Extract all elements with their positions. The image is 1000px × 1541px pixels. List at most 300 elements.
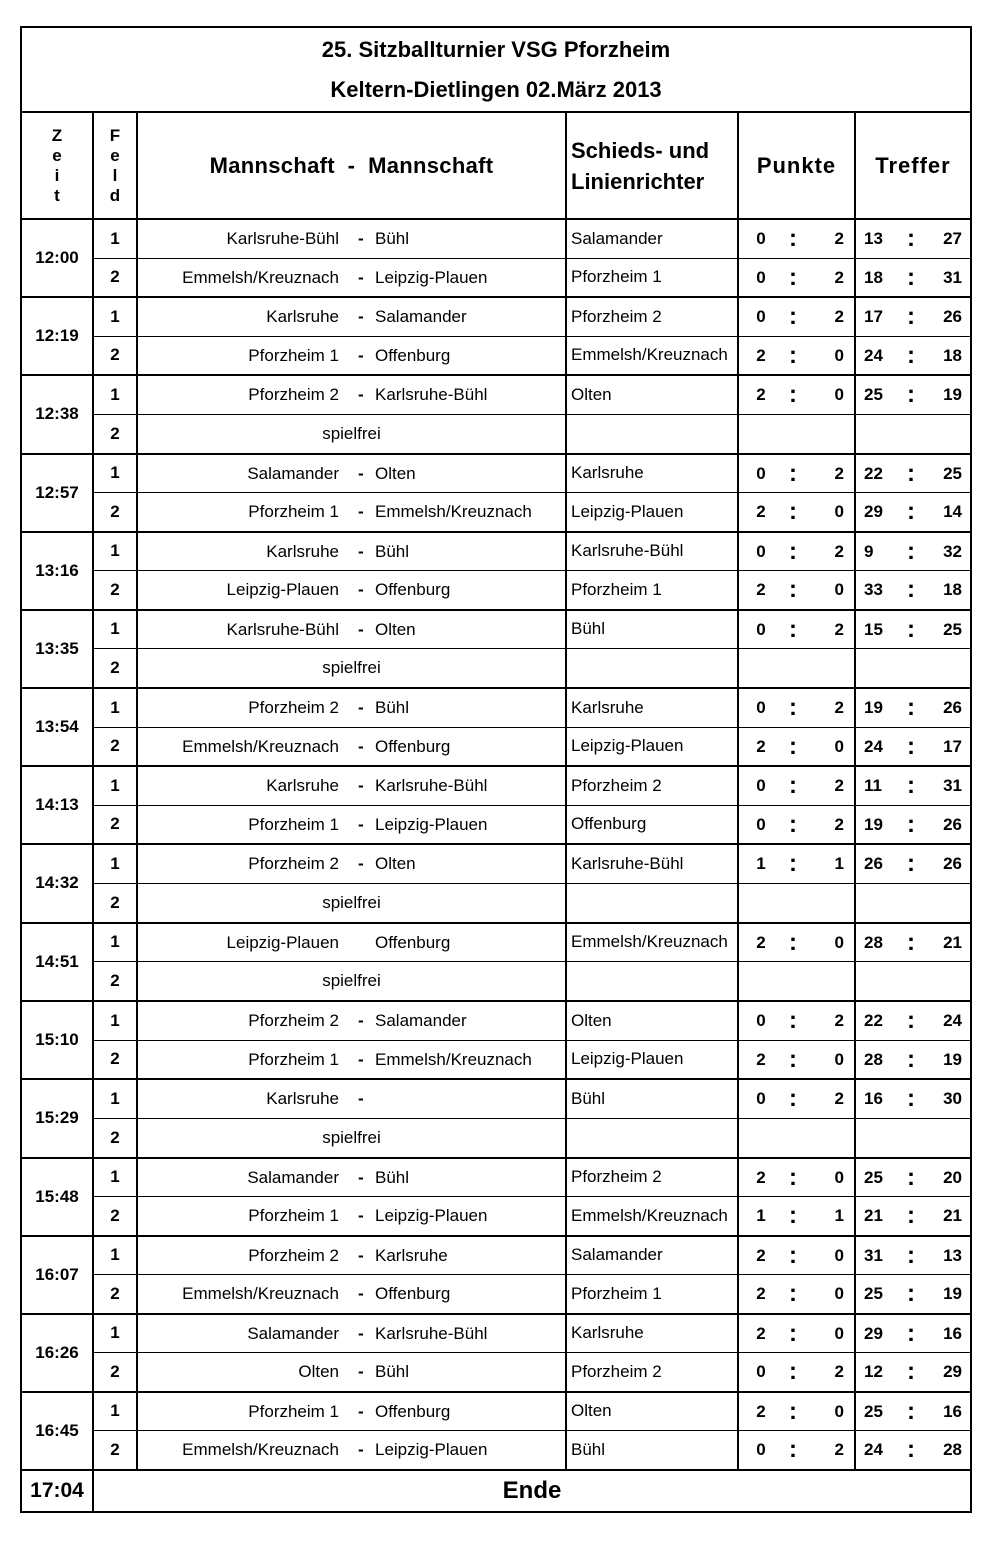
referee-cell: Karlsruhe [566,1314,738,1353]
match-cell [137,1040,566,1079]
points-cell [738,1040,855,1079]
match-cell [137,219,566,258]
table-row [22,805,970,844]
hits-home: 22 [864,463,883,483]
feld-number: 2 [93,1197,137,1236]
header-feld: F e l d [93,113,137,219]
hits-home: 26 [864,854,883,873]
hits-separator: : [907,1241,915,1269]
feld-number: 1 [93,688,137,727]
round-time: 13:54 [22,688,93,766]
match-cell [137,1118,566,1158]
points-cell [738,766,855,805]
referee-cell: Salamander [566,219,738,258]
points-away: 1 [834,854,844,873]
match-dash: - [358,1401,364,1421]
feld-number: 1 [93,610,137,649]
points-separator: : [789,1241,797,1269]
schedule-sheet [20,26,972,1513]
hits-cell [855,1001,970,1040]
hits-away: 16 [943,1323,962,1343]
referee-cell: Bühl [566,1431,738,1470]
referee-cell: Pforzheim 2 [566,766,738,805]
points-away: 2 [834,267,844,287]
round-time: 16:07 [22,1236,93,1314]
table-row [22,219,970,258]
points-home: 2 [756,1323,766,1343]
points-home: 0 [756,698,766,717]
hits-separator: : [907,1358,915,1385]
hits-separator: : [907,576,915,603]
home-team: Pforzheim 2 [248,385,339,404]
hits-home: 15 [864,619,883,639]
feld-number: 1 [93,1392,137,1431]
home-team: Pforzheim 1 [248,1401,339,1421]
hits-cell [855,883,970,923]
referee-cell: Olten [566,1001,738,1040]
hits-home: 29 [864,502,883,521]
points-away: 0 [834,580,844,599]
hits-away: 32 [943,541,962,561]
hits-away: 26 [943,307,962,326]
points-cell [738,1001,855,1040]
hits-separator: : [907,1007,915,1034]
hits-separator: : [907,459,915,487]
match-cell [137,610,566,649]
hits-home: 16 [864,1089,883,1108]
table-row [22,1392,970,1431]
away-team: Bühl [375,229,410,248]
round-time: 14:51 [22,923,93,1002]
hits-home: 22 [864,1011,883,1030]
points-cell [738,1158,855,1197]
points-home: 0 [756,267,766,287]
points-home: 0 [756,1011,766,1030]
points-cell [738,1118,855,1158]
match-dash: - [358,1089,364,1108]
round-time: 16:26 [22,1314,93,1392]
referee-cell: Emmelsh/Kreuznach [566,1197,738,1236]
home-team: Pforzheim 1 [248,1206,339,1225]
points-cell [738,414,855,454]
points-away: 2 [834,1011,844,1030]
referee-cell: Karlsruhe [566,454,738,493]
table-row [22,414,970,454]
points-cell [738,1353,855,1392]
points-away: 2 [834,229,844,248]
hits-cell [855,375,970,414]
hits-away: 31 [943,267,962,287]
hits-cell [855,336,970,375]
bye-label: spielfrei [322,658,381,677]
round-time: 12:57 [22,454,93,532]
points-cell [738,571,855,610]
points-away: 2 [834,541,844,561]
referee-cell: Pforzheim 2 [566,1353,738,1392]
table-row [22,532,970,571]
match-dash: - [358,854,364,873]
home-team: Pforzheim 2 [248,854,339,873]
hits-cell [855,454,970,493]
table-row [22,336,970,375]
match-cell [137,454,566,493]
home-team: Salamander [247,1323,339,1343]
home-team: Salamander [247,463,339,483]
hits-away: 26 [943,698,962,717]
referee-cell: Offenburg [566,805,738,844]
round-time: 15:48 [22,1158,93,1236]
points-separator: : [789,772,797,799]
hits-separator: : [907,498,915,525]
points-separator: : [789,263,797,291]
match-dash: - [358,1011,364,1030]
points-away: 0 [834,932,844,952]
bye-label: spielfrei [322,1127,381,1147]
referee-cell [566,962,738,1002]
points-away: 2 [834,1362,844,1381]
match-dash: - [358,1167,364,1187]
points-home: 0 [756,229,766,248]
points-away: 0 [834,502,844,521]
hits-home: 24 [864,345,883,365]
points-cell [738,1275,855,1314]
home-team: Karlsruhe [266,541,339,561]
table-row [22,962,970,1002]
points-home: 2 [756,1245,766,1265]
home-team: Emmelsh/Kreuznach [182,267,339,287]
feld-number: 1 [93,297,137,336]
bye-label: spielfrei [322,971,381,990]
match-cell [137,1197,566,1236]
referee-cell: Emmelsh/Kreuznach [566,336,738,375]
hits-away: 19 [943,1049,962,1069]
points-cell [738,923,855,962]
match-dash: - [358,580,364,599]
table-row [22,1158,970,1197]
feld-number: 1 [93,1158,137,1197]
table-row [22,571,970,610]
points-cell [738,493,855,532]
referee-cell: Emmelsh/Kreuznach [566,923,738,962]
round-time: 12:00 [22,219,93,297]
hits-separator: : [907,303,915,330]
away-team: Leipzig-Plauen [375,1440,488,1459]
feld-number: 1 [93,375,137,414]
points-away: 2 [834,698,844,717]
table-row [22,1431,970,1470]
hits-home: 21 [864,1206,883,1225]
away-team: Olten [375,619,416,639]
table-row [22,1236,970,1275]
points-separator: : [789,732,797,760]
away-team: Offenburg [375,932,451,952]
points-cell [738,258,855,297]
hits-separator: : [907,810,915,838]
hits-home: 31 [864,1245,883,1265]
feld-number: 2 [93,414,137,454]
points-home: 0 [756,1089,766,1108]
home-team: Salamander [247,1167,339,1187]
hits-home: 12 [864,1362,883,1381]
away-team: Bühl [375,698,410,717]
feld-number: 1 [93,923,137,962]
points-cell [738,1236,855,1275]
match-cell [137,1314,566,1353]
match-cell [137,727,566,766]
hits-cell [855,844,970,883]
match-dash: - [358,229,364,248]
hits-cell [855,610,970,649]
round-time: 15:29 [22,1079,93,1158]
hits-home: 18 [864,267,883,287]
referee-cell: Bühl [566,610,738,649]
hits-separator: : [907,1085,915,1112]
match-dash: - [358,698,364,717]
points-separator: : [789,1045,797,1073]
schedule-body [22,219,970,1470]
points-away: 2 [834,1089,844,1108]
home-team: Emmelsh/Kreuznach [182,736,339,756]
points-separator: : [789,381,797,408]
referee-cell: Karlsruhe-Bühl [566,844,738,883]
points-separator: : [789,303,797,330]
away-team: Karlsruhe-Bühl [375,776,488,795]
points-away: 0 [834,1323,844,1343]
hits-home: 13 [864,229,883,248]
hits-separator: : [907,615,915,643]
points-away: 2 [834,307,844,326]
match-cell [137,532,566,571]
hits-separator: : [907,850,915,877]
home-team: Emmelsh/Kreuznach [182,1284,339,1303]
hits-separator: : [907,1397,915,1425]
feld-number: 2 [93,883,137,923]
points-separator: : [789,1280,797,1307]
points-away: 0 [834,345,844,365]
round-time: 15:10 [22,1001,93,1079]
match-dash: - [358,1440,364,1459]
away-team: Bühl [375,1362,410,1381]
feld-number: 2 [93,571,137,610]
points-home: 2 [756,1284,766,1303]
referee-cell: Pforzheim 1 [566,571,738,610]
feld-number: 2 [93,336,137,375]
points-cell [738,962,855,1002]
home-team: Pforzheim 2 [248,1245,339,1265]
feld-number: 2 [93,962,137,1002]
points-home: 1 [756,854,766,873]
points-separator: : [789,615,797,643]
hits-separator: : [907,1280,915,1307]
round-time: 12:19 [22,297,93,375]
home-team: Leipzig-Plauen [226,580,339,599]
points-cell [738,1079,855,1118]
points-home: 2 [756,736,766,756]
hits-cell [855,1118,970,1158]
home-team: Pforzheim 1 [248,345,339,365]
away-team: Salamander [375,307,467,326]
away-team: Offenburg [375,345,451,365]
end-time: 17:04 [22,1470,93,1511]
hits-away: 13 [943,1245,962,1265]
points-home: 0 [756,463,766,483]
hits-away: 19 [943,1284,962,1303]
match-dash: - [358,1206,364,1225]
points-cell [738,454,855,493]
points-separator: : [789,459,797,487]
hits-cell [855,571,970,610]
hits-home: 19 [864,698,883,717]
points-separator: : [789,498,797,525]
header-zeit: Z e i t [22,113,93,219]
hits-cell [855,727,970,766]
away-team: Bühl [375,541,410,561]
table-row [22,923,970,962]
hits-home: 28 [864,1049,883,1069]
hits-cell [855,219,970,258]
match-dash: - [358,307,364,326]
round-time: 13:16 [22,532,93,610]
match-dash: - [358,1245,364,1265]
away-team: Emmelsh/Kreuznach [375,1049,532,1069]
round-time: 14:32 [22,844,93,923]
away-team: Karlsruhe [375,1245,448,1265]
match-dash: - [358,776,364,795]
hits-cell [855,805,970,844]
away-team: Leipzig-Plauen [375,267,488,287]
points-separator: : [789,850,797,877]
points-separator: : [789,1319,797,1347]
points-separator: : [789,1397,797,1425]
feld-number: 1 [93,219,137,258]
match-dash: - [358,1362,364,1381]
hits-away: 31 [943,776,962,795]
points-separator: : [789,1358,797,1385]
table-row [22,454,970,493]
hits-cell [855,1236,970,1275]
points-separator: : [789,576,797,603]
end-row [22,1470,970,1511]
hits-away: 21 [943,932,962,952]
away-team: Leipzig-Plauen [375,814,488,834]
feld-number: 1 [93,1314,137,1353]
feld-number: 2 [93,493,137,532]
hits-cell [855,1040,970,1079]
hits-home: 25 [864,1167,883,1187]
home-team: Karlsruhe-Bühl [226,229,339,248]
round-time: 16:45 [22,1392,93,1470]
points-cell [738,844,855,883]
match-cell [137,844,566,883]
feld-number: 1 [93,766,137,805]
points-separator: : [789,1202,797,1229]
hits-separator: : [907,694,915,721]
table-row [22,649,970,689]
hits-home: 28 [864,932,883,952]
hits-cell [855,1158,970,1197]
hits-home: 24 [864,1440,883,1459]
hits-cell [855,962,970,1002]
hits-home: 25 [864,1284,883,1303]
home-team: Pforzheim 1 [248,1049,339,1069]
points-cell [738,727,855,766]
feld-number: 2 [93,258,137,297]
hits-away: 17 [943,736,962,756]
home-team: Karlsruhe [266,776,339,795]
points-cell [738,688,855,727]
referee-cell [566,1118,738,1158]
points-home: 0 [756,776,766,795]
hits-away: 20 [943,1167,962,1187]
points-away: 2 [834,814,844,834]
points-away: 0 [834,1245,844,1265]
points-away: 0 [834,1284,844,1303]
match-dash: - [358,463,364,483]
points-away: 1 [834,1206,844,1225]
feld-number: 2 [93,1353,137,1392]
points-home: 2 [756,1401,766,1421]
feld-number: 1 [93,1236,137,1275]
table-row [22,1275,970,1314]
away-team: Offenburg [375,1284,451,1303]
hits-separator: : [907,1045,915,1073]
table-row [22,297,970,336]
referee-cell: Olten [566,1392,738,1431]
match-cell [137,414,566,454]
hits-cell [855,297,970,336]
hits-away: 14 [943,502,962,521]
home-team: Olten [298,1362,339,1381]
points-cell [738,649,855,689]
match-dash: - [358,619,364,639]
points-separator: : [789,1436,797,1463]
document-title: 25. Sitzballturnier VSG Pforzheim [321,37,671,62]
hits-away: 24 [943,1011,962,1030]
hits-cell [855,1197,970,1236]
points-away: 0 [834,1401,844,1421]
points-away: 0 [834,1167,844,1187]
match-dash: - [358,502,364,521]
points-separator: : [789,1007,797,1034]
hits-separator: : [907,928,915,956]
match-cell [137,883,566,923]
points-separator: : [789,810,797,838]
end-label: Ende [502,1476,562,1504]
feld-number: 1 [93,532,137,571]
match-cell [137,1158,566,1197]
table-row [22,1001,970,1040]
match-cell [137,1275,566,1314]
match-cell [137,1079,566,1118]
points-away: 0 [834,736,844,756]
points-cell [738,883,855,923]
points-separator: : [789,1085,797,1112]
table-row [22,844,970,883]
points-away: 0 [834,1049,844,1069]
referee-cell: Pforzheim 2 [566,297,738,336]
table-row [22,1118,970,1158]
hits-cell [855,414,970,454]
hits-away: 16 [943,1401,962,1421]
match-cell [137,375,566,414]
points-separator: : [789,537,797,565]
points-away: 2 [834,619,844,639]
match-cell [137,1431,566,1470]
match-cell [137,493,566,532]
hits-away: 28 [943,1440,962,1459]
hits-home: 33 [864,580,883,599]
points-home: 1 [756,1206,766,1225]
